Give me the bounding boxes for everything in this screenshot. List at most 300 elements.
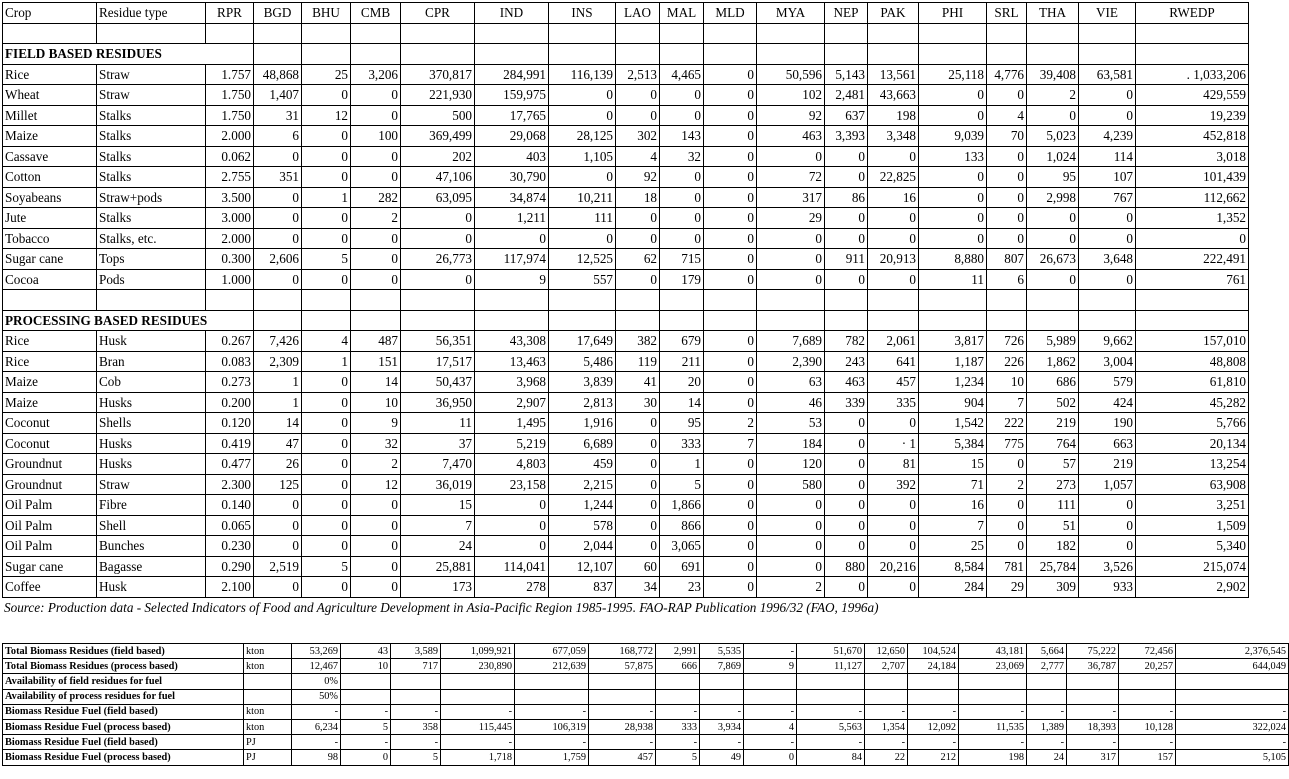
table-row <box>3 331 1249 352</box>
value-cell <box>1027 674 1067 689</box>
value-cell: - <box>1067 704 1119 719</box>
value-cell: 5,219 <box>475 433 549 454</box>
value-cell: 4,776 <box>987 64 1027 85</box>
table-row <box>3 249 1249 270</box>
value-cell: 580 <box>757 474 825 495</box>
value-cell: 382 <box>616 331 660 352</box>
value-cell: 9 <box>744 659 797 674</box>
value-cell: 715 <box>660 249 704 270</box>
value-cell: 3,065 <box>660 536 704 557</box>
value-cell: 0 <box>616 515 660 536</box>
value-cell: 12,650 <box>865 644 908 659</box>
value-cell: 1,354 <box>865 719 908 734</box>
value-cell: 5,105 <box>1176 750 1289 765</box>
value-cell: 25,881 <box>401 556 475 577</box>
value-cell: 62 <box>616 249 660 270</box>
crop-cell: Sugar cane <box>3 249 97 270</box>
section-title-row <box>3 310 1249 331</box>
empty-cell <box>757 290 825 311</box>
empty-cell <box>1079 290 1136 311</box>
table-row <box>3 556 1249 577</box>
value-cell: 0 <box>660 208 704 229</box>
value-cell: 0 <box>351 536 401 557</box>
crop-cell: Jute <box>3 208 97 229</box>
value-cell: 47 <box>254 433 302 454</box>
value-cell: 459 <box>549 454 616 475</box>
value-cell: 2 <box>351 454 401 475</box>
crop-cell: Soyabeans <box>3 187 97 208</box>
residue-cell: Husks <box>97 454 206 475</box>
value-cell: 50,596 <box>757 64 825 85</box>
value-cell: 61,810 <box>1136 372 1249 393</box>
empty-cell <box>757 44 825 65</box>
value-cell: 0 <box>868 495 919 516</box>
value-cell: - <box>797 704 865 719</box>
value-cell: 95 <box>1027 167 1079 188</box>
value-cell: 20,216 <box>868 556 919 577</box>
value-cell: 0 <box>704 372 757 393</box>
value-cell: 11,127 <box>797 659 865 674</box>
value-cell: 0 <box>704 392 757 413</box>
value-cell: 3.000 <box>206 208 254 229</box>
value-cell <box>959 689 1027 704</box>
value-cell: 1,718 <box>441 750 515 765</box>
value-cell: 2,991 <box>656 644 700 659</box>
residue-cell: Stalks <box>97 126 206 147</box>
crop-cell: Maize <box>3 392 97 413</box>
table-row <box>3 146 1249 167</box>
value-cell: 3,817 <box>919 331 987 352</box>
value-cell: 0 <box>868 413 919 434</box>
value-cell: 43,663 <box>868 85 919 106</box>
value-cell: 45,282 <box>1136 392 1249 413</box>
empty-cell <box>1136 290 1249 311</box>
value-cell: 0 <box>549 167 616 188</box>
value-cell: 0 <box>704 495 757 516</box>
value-cell: 75,222 <box>1067 644 1119 659</box>
empty-cell <box>987 23 1027 44</box>
value-cell: 25 <box>302 64 351 85</box>
value-cell <box>589 674 656 689</box>
value-cell: 0 <box>757 269 825 290</box>
value-cell: 0 <box>757 556 825 577</box>
residue-cell: Cob <box>97 372 206 393</box>
value-cell: 0 <box>401 269 475 290</box>
value-cell: 48,868 <box>254 64 302 85</box>
value-cell: 219 <box>1079 454 1136 475</box>
value-cell: 761 <box>1136 269 1249 290</box>
value-cell: 0 <box>341 750 391 765</box>
value-cell: 0 <box>825 515 868 536</box>
value-cell: 95 <box>660 413 704 434</box>
column-header: SRL <box>987 3 1027 24</box>
value-cell: 0 <box>1027 105 1079 126</box>
value-cell: - <box>797 735 865 750</box>
empty-cell <box>1079 44 1136 65</box>
summary-label: Availability of process residues for fuel <box>3 689 244 704</box>
value-cell: 24 <box>401 536 475 557</box>
crop-cell: Coffee <box>3 577 97 598</box>
value-cell: 101,439 <box>1136 167 1249 188</box>
value-cell <box>1119 674 1176 689</box>
value-cell: 179 <box>660 269 704 290</box>
header-row <box>3 3 1249 24</box>
value-cell: 0 <box>254 269 302 290</box>
value-cell: 70 <box>987 126 1027 147</box>
value-cell: 8,880 <box>919 249 987 270</box>
value-cell: 904 <box>919 392 987 413</box>
value-cell <box>1176 674 1289 689</box>
value-cell: 36,019 <box>401 474 475 495</box>
summary-row <box>3 704 1289 719</box>
value-cell: 339 <box>825 392 868 413</box>
spacer-row <box>3 290 1249 311</box>
value-cell: 644,049 <box>1176 659 1289 674</box>
empty-cell <box>987 290 1027 311</box>
summary-label: Total Biomass Residues (process based) <box>3 659 244 674</box>
residue-table <box>2 2 1249 598</box>
value-cell: 0 <box>1079 515 1136 536</box>
value-cell: 0 <box>987 536 1027 557</box>
value-cell: 11 <box>401 413 475 434</box>
value-cell: 0 <box>351 577 401 598</box>
value-cell: - <box>589 704 656 719</box>
value-cell: 0 <box>616 105 660 126</box>
value-cell: 4 <box>744 719 797 734</box>
value-cell <box>959 674 1027 689</box>
summary-table-body <box>3 644 1289 766</box>
empty-cell <box>302 23 351 44</box>
value-cell: 10 <box>341 659 391 674</box>
value-cell <box>515 689 589 704</box>
value-cell: 0 <box>549 228 616 249</box>
value-cell <box>1119 689 1176 704</box>
value-cell: 3,968 <box>475 372 549 393</box>
value-cell: 10,128 <box>1119 719 1176 734</box>
empty-cell <box>97 290 206 311</box>
value-cell: 0 <box>704 474 757 495</box>
unit-cell: kton <box>244 659 292 674</box>
value-cell: 1.750 <box>206 85 254 106</box>
column-header: PHI <box>919 3 987 24</box>
value-cell: 5,486 <box>549 351 616 372</box>
value-cell: 1,916 <box>549 413 616 434</box>
value-cell: 13,561 <box>868 64 919 85</box>
value-cell: 911 <box>825 249 868 270</box>
value-cell: - <box>341 735 391 750</box>
value-cell: 0 <box>704 105 757 126</box>
value-cell: 0.290 <box>206 556 254 577</box>
value-cell: 2,907 <box>475 392 549 413</box>
value-cell: 691 <box>660 556 704 577</box>
value-cell: 782 <box>825 331 868 352</box>
value-cell: 284,991 <box>475 64 549 85</box>
value-cell: 0 <box>302 208 351 229</box>
value-cell: 36,950 <box>401 392 475 413</box>
value-cell: 190 <box>1079 413 1136 434</box>
column-header: CMB <box>351 3 401 24</box>
value-cell: 119 <box>616 351 660 372</box>
value-cell: 24 <box>1027 750 1067 765</box>
value-cell: 92 <box>616 167 660 188</box>
residue-cell: Bagasse <box>97 556 206 577</box>
value-cell: 2,519 <box>254 556 302 577</box>
table-row <box>3 269 1249 290</box>
value-cell <box>865 674 908 689</box>
value-cell: 7,869 <box>700 659 744 674</box>
residue-cell: Bran <box>97 351 206 372</box>
value-cell: 637 <box>825 105 868 126</box>
value-cell: 1,407 <box>254 85 302 106</box>
value-cell: 1,495 <box>475 413 549 434</box>
value-cell: 775 <box>987 433 1027 454</box>
value-cell: 358 <box>391 719 441 734</box>
value-cell: 2,390 <box>757 351 825 372</box>
value-cell: 282 <box>351 187 401 208</box>
crop-cell: Coconut <box>3 433 97 454</box>
value-cell: 273 <box>1027 474 1079 495</box>
value-cell: 173 <box>401 577 475 598</box>
value-cell: 0 <box>616 495 660 516</box>
value-cell: 0 <box>351 105 401 126</box>
value-cell: 0.083 <box>206 351 254 372</box>
empty-cell <box>660 310 704 331</box>
value-cell <box>908 674 959 689</box>
value-cell: - <box>865 735 908 750</box>
value-cell: 25,784 <box>1027 556 1079 577</box>
table-row <box>3 495 1249 516</box>
empty-cell <box>475 23 549 44</box>
value-cell: 0 <box>660 167 704 188</box>
value-cell: 14 <box>660 392 704 413</box>
value-cell: 112,662 <box>1136 187 1249 208</box>
value-cell: 0 <box>987 515 1027 536</box>
value-cell: 1,099,921 <box>441 644 515 659</box>
value-cell: 3,393 <box>825 126 868 147</box>
value-cell: 0 <box>919 228 987 249</box>
value-cell: 31 <box>254 105 302 126</box>
value-cell: 168,772 <box>589 644 656 659</box>
value-cell: 7 <box>919 515 987 536</box>
empty-cell <box>1027 310 1079 331</box>
empty-cell <box>987 44 1027 65</box>
value-cell: 866 <box>660 515 704 536</box>
value-cell: 48,808 <box>1136 351 1249 372</box>
value-cell: - <box>656 704 700 719</box>
value-cell: 19,239 <box>1136 105 1249 126</box>
column-header: NEP <box>825 3 868 24</box>
value-cell: - <box>1176 735 1289 750</box>
empty-cell <box>919 290 987 311</box>
value-cell: - <box>441 704 515 719</box>
value-cell: 5,340 <box>1136 536 1249 557</box>
table-row <box>3 454 1249 475</box>
value-cell: 1,509 <box>1136 515 1249 536</box>
value-cell: 20,257 <box>1119 659 1176 674</box>
value-cell: 679 <box>660 331 704 352</box>
value-cell: 32 <box>351 433 401 454</box>
empty-cell <box>825 310 868 331</box>
value-cell: 0 <box>351 556 401 577</box>
empty-cell <box>757 23 825 44</box>
value-cell: 0 <box>868 269 919 290</box>
value-cell: 1,866 <box>660 495 704 516</box>
value-cell: 143 <box>660 126 704 147</box>
value-cell: 0 <box>987 208 1027 229</box>
spacer-row <box>3 23 1249 44</box>
value-cell: 317 <box>757 187 825 208</box>
empty-cell <box>351 310 401 331</box>
value-cell: 5,563 <box>797 719 865 734</box>
empty-cell <box>660 23 704 44</box>
column-header: PAK <box>868 3 919 24</box>
empty-cell <box>302 290 351 311</box>
crop-cell: Cocoa <box>3 269 97 290</box>
value-cell: 104,524 <box>908 644 959 659</box>
summary-label: Biomass Residue Fuel (field based) <box>3 704 244 719</box>
value-cell: 0 <box>704 577 757 598</box>
value-cell: 114 <box>1079 146 1136 167</box>
value-cell: - <box>744 735 797 750</box>
value-cell: 50,437 <box>401 372 475 393</box>
empty-cell <box>1027 290 1079 311</box>
value-cell: 0 <box>868 146 919 167</box>
value-cell: 182 <box>1027 536 1079 557</box>
value-cell: 9,039 <box>919 126 987 147</box>
value-cell: 463 <box>757 126 825 147</box>
value-cell: 0 <box>475 495 549 516</box>
value-cell <box>1067 674 1119 689</box>
empty-cell <box>616 23 660 44</box>
value-cell: 0 <box>302 577 351 598</box>
value-cell: 2.100 <box>206 577 254 598</box>
value-cell: 0.267 <box>206 331 254 352</box>
value-cell: - <box>700 704 744 719</box>
value-cell: 0 <box>825 474 868 495</box>
crop-cell: Tobacco <box>3 228 97 249</box>
value-cell: 117,974 <box>475 249 549 270</box>
value-cell: 0 <box>302 228 351 249</box>
value-cell: 1,105 <box>549 146 616 167</box>
value-cell: 0 <box>351 228 401 249</box>
value-cell: 53 <box>757 413 825 434</box>
table-row <box>3 351 1249 372</box>
value-cell: 51,670 <box>797 644 865 659</box>
value-cell: 212,639 <box>515 659 589 674</box>
value-cell: 0 <box>825 167 868 188</box>
value-cell: 0.477 <box>206 454 254 475</box>
empty-cell <box>3 290 97 311</box>
unit-cell: PJ <box>244 735 292 750</box>
value-cell: 184 <box>757 433 825 454</box>
value-cell: 1,024 <box>1027 146 1079 167</box>
value-cell: - <box>908 704 959 719</box>
value-cell: 0 <box>302 269 351 290</box>
value-cell: 0 <box>616 454 660 475</box>
table-row <box>3 392 1249 413</box>
value-cell: 230,890 <box>441 659 515 674</box>
unit-cell: PJ <box>244 750 292 765</box>
value-cell <box>1067 689 1119 704</box>
empty-cell <box>868 310 919 331</box>
empty-cell <box>401 290 475 311</box>
value-cell: 5,143 <box>825 64 868 85</box>
residue-cell: Tops <box>97 249 206 270</box>
crop-cell: Oil Palm <box>3 536 97 557</box>
residue-cell: Husks <box>97 392 206 413</box>
value-cell: 0 <box>704 187 757 208</box>
value-cell: 4,465 <box>660 64 704 85</box>
value-cell: 12,525 <box>549 249 616 270</box>
value-cell: 111 <box>1027 495 1079 516</box>
value-cell: 3,251 <box>1136 495 1249 516</box>
value-cell: 0 <box>919 208 987 229</box>
value-cell: 1,187 <box>919 351 987 372</box>
value-cell: 666 <box>656 659 700 674</box>
crop-cell: Groundnut <box>3 454 97 475</box>
table-row <box>3 167 1249 188</box>
empty-cell <box>919 44 987 65</box>
summary-label: Availability of field residues for fuel <box>3 674 244 689</box>
value-cell: 16 <box>868 187 919 208</box>
crop-cell: Coconut <box>3 413 97 434</box>
value-cell <box>391 689 441 704</box>
value-cell: 26 <box>254 454 302 475</box>
value-cell: 2 <box>704 413 757 434</box>
value-cell: 34,874 <box>475 187 549 208</box>
value-cell: 7 <box>987 392 1027 413</box>
empty-cell <box>616 44 660 65</box>
value-cell: 6,234 <box>292 719 341 734</box>
empty-cell <box>206 23 254 44</box>
value-cell: 4 <box>987 105 1027 126</box>
value-cell: 0 <box>757 515 825 536</box>
value-cell: 43 <box>341 644 391 659</box>
value-cell: 0 <box>987 454 1027 475</box>
value-cell <box>656 674 700 689</box>
value-cell: 0 <box>254 146 302 167</box>
value-cell: - <box>589 735 656 750</box>
value-cell: 0 <box>825 146 868 167</box>
value-cell: 333 <box>660 433 704 454</box>
value-cell: 50% <box>292 689 341 704</box>
value-cell: 2,606 <box>254 249 302 270</box>
value-cell <box>391 674 441 689</box>
value-cell: 557 <box>549 269 616 290</box>
value-cell: 157 <box>1119 750 1176 765</box>
empty-cell <box>475 290 549 311</box>
value-cell: 1,234 <box>919 372 987 393</box>
value-cell: - <box>441 735 515 750</box>
value-cell: 12,467 <box>292 659 341 674</box>
value-cell: 17,649 <box>549 331 616 352</box>
value-cell: 100 <box>351 126 401 147</box>
value-cell <box>656 689 700 704</box>
empty-cell <box>825 290 868 311</box>
value-cell: 0.120 <box>206 413 254 434</box>
empty-cell <box>254 310 302 331</box>
value-cell: 0 <box>704 208 757 229</box>
unit-cell: kton <box>244 719 292 734</box>
value-cell: 1 <box>302 187 351 208</box>
value-cell: - <box>515 735 589 750</box>
residue-cell: Shells <box>97 413 206 434</box>
value-cell: 5 <box>660 474 704 495</box>
value-cell: - <box>959 704 1027 719</box>
value-cell: 18,393 <box>1067 719 1119 734</box>
value-cell: - <box>391 735 441 750</box>
crop-cell: Cotton <box>3 167 97 188</box>
